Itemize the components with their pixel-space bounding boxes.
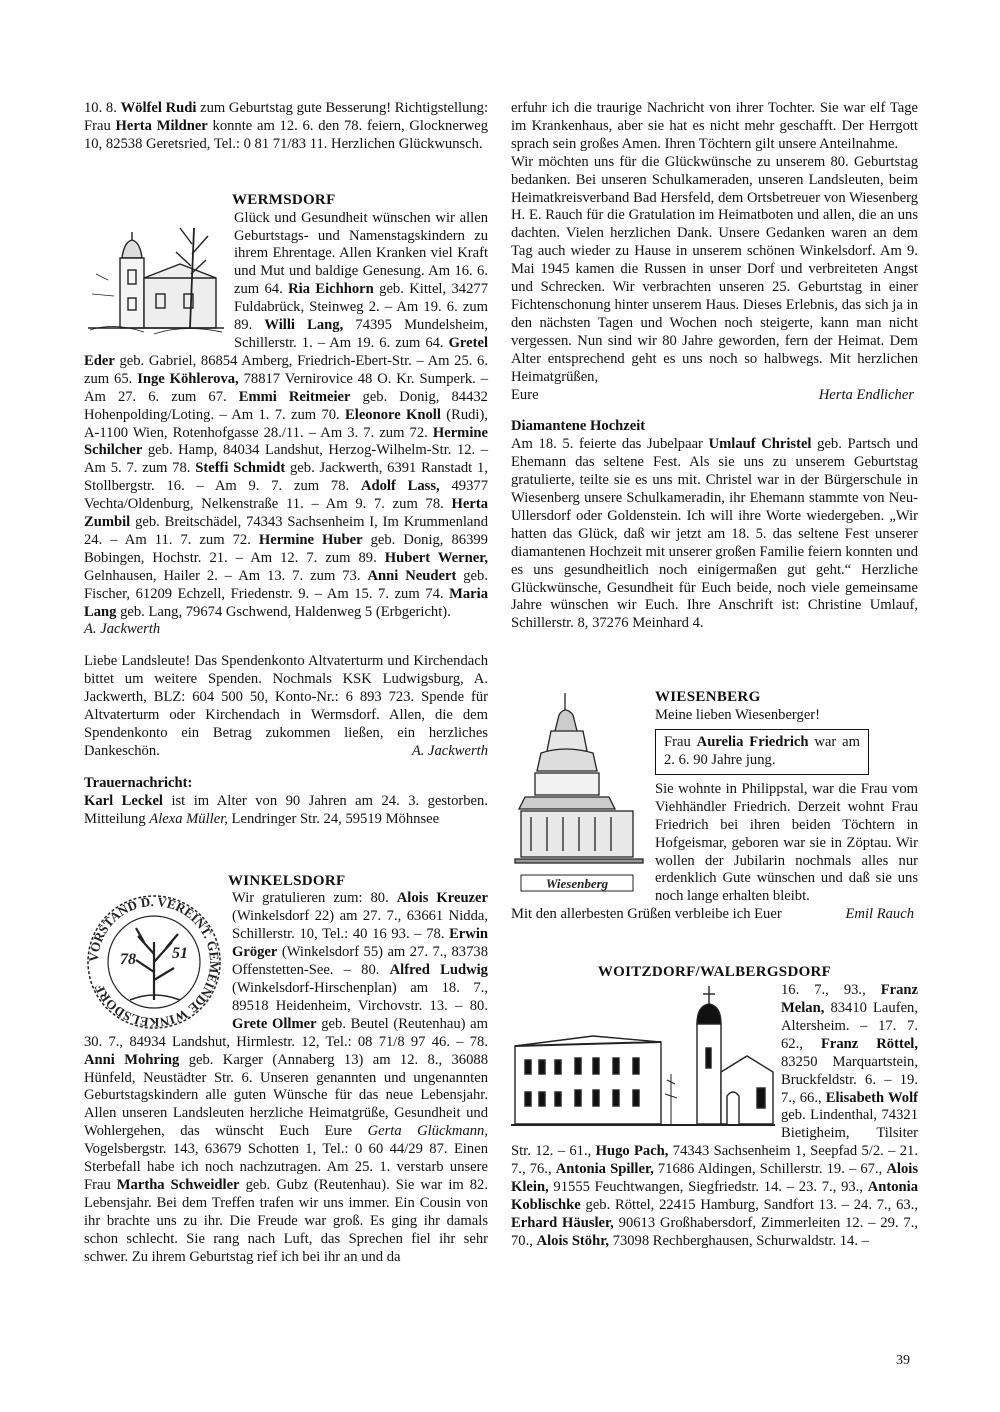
name-text: Antonia Spiller, bbox=[555, 1161, 654, 1178]
name-text: Gretel Eder bbox=[84, 334, 488, 369]
wolfel-paragraph bbox=[84, 100, 488, 154]
body-text: Lendringer Str. 24, 59519 Möhnsee bbox=[227, 810, 440, 827]
body-text: zum Geburtstag gute Besserung! Richtigstellung: Frau bbox=[84, 100, 489, 134]
diamantene-heading: Diamantene Hochzeit bbox=[511, 418, 646, 435]
name-text: Hubert Werner, bbox=[384, 549, 489, 566]
body-text: geb. Donig, 84432 Hohenpolding/Loting. – Am 1. 7. zum 70. bbox=[84, 388, 488, 423]
diamantene-body bbox=[511, 436, 918, 633]
name-text: Karl Leckel bbox=[84, 792, 163, 809]
wiesenberg-section bbox=[511, 689, 918, 924]
body-text: 91555 Feuchtwangen, Siegfriedstr. 14. – 23. 7., 93., bbox=[548, 1179, 868, 1196]
body-text: geb. Beutel (Reutenhau) am 30. 7., 84934 Landshut, Hirmlestr. 12, Tel.: 08 71/8 97 46. – 78. bbox=[84, 1015, 488, 1050]
name-text: Alois Stöhr, bbox=[536, 1232, 609, 1249]
community-seal bbox=[84, 892, 224, 1032]
trauer-heading: Trauernachricht: bbox=[84, 774, 193, 791]
wiesenberg-closing: Mit den allerbesten Grüßen verbleibe ich Euer bbox=[511, 906, 782, 923]
church-illustration bbox=[84, 214, 228, 342]
name-text: Martha Schweidler bbox=[116, 1176, 240, 1193]
body-text: 16. 7., 93., bbox=[781, 982, 881, 999]
name-text: Maria Lang bbox=[84, 585, 488, 620]
name-text: Alois Klein, bbox=[511, 1161, 918, 1196]
wiesenberg-greeting: Meine lieben Wiesenberger! bbox=[655, 707, 821, 724]
endlicher-closing: Eure bbox=[511, 386, 539, 403]
body-text: Gelnhausen, Hailer 2. – Am 13. 7. zum 73. bbox=[84, 567, 368, 584]
fountain-illustration bbox=[511, 691, 647, 893]
name-text: Anni Neudert bbox=[367, 567, 457, 584]
body-text: Am 16. 6. zum 64. bbox=[234, 263, 489, 298]
name-text: Alfred Ludwig bbox=[389, 962, 488, 979]
body-text: Glück und Gesundheit wünschen wir allen Geburtstags- und Namenstagskindern zu ihrem Ehrentage. Allen Kranken viel Kraft und Mut und baldige Genesung. bbox=[234, 209, 488, 280]
body-text: konnte am 12. 6. den 78. feiern, Glocknerweg 10, 82538 Geretsried, Tel.: 0 81 71/83 11. Herzlichen Glückwunsch. bbox=[84, 117, 489, 152]
body-text: geb. Gabriel, 86854 Amberg, Friedrich-Ebert-Str. – Am 25. 6. zum 65. bbox=[84, 352, 488, 387]
body-text: 49377 Vechta/Oldenburg, Nelkenstraße 11. – Am 9. 7. zum 78. bbox=[84, 478, 488, 513]
body-text: geb. Fischer, 61209 Echzell, Friedenstr. 9. – Am 15. 7. zum 74. bbox=[84, 567, 488, 602]
name-text: Erwin Gröger bbox=[232, 926, 488, 961]
endlicher-signature: Herta Endlicher bbox=[818, 386, 914, 403]
name-text: Franz Melan, bbox=[781, 982, 918, 1016]
body-text: geb. Jackwerth, 6391 Ranstadt 1, Stollbergstr. 16. – Am 9. 7. zum 78. bbox=[84, 460, 488, 495]
name-text: Willi Lang, bbox=[264, 317, 344, 334]
body-text: (Winkelsdorf 55) am 27. 7., 83738 Offenstetten-See. – 80. bbox=[232, 944, 488, 979]
trauer-body bbox=[84, 793, 488, 829]
name-text: Anni Mohring bbox=[84, 1051, 180, 1068]
wiesenberg-body: Sie wohnte in Philippstal, war die Frau vom Viehhändler Friedrich. Derzeit wohnt Frau Friedrich bei ihren beiden Töchtern in Hofgeismar, geboren war sie in Zöptau. Wir wollen der Jubilarin nochmals alles nur erdenklich Gute wünschen und daß sie uns noch lange erhalten bleibt. bbox=[655, 780, 918, 905]
body-text: geb. Breitschädel, 74343 Sachsenheim I, Im Krummenland 24. – Am 11. 7. zum 72. bbox=[84, 514, 488, 548]
landsleute-signature: A. Jackwerth bbox=[402, 743, 488, 761]
village-illustration bbox=[511, 984, 775, 1130]
body-text: geb. Hamp, 84034 Landshut, Herzog-Wilhelm-Str. 12. – Am 5. 7. zum 78. bbox=[84, 442, 488, 477]
name-text: Erhard Häusler, bbox=[511, 1214, 614, 1231]
body-text: Am 18. 5. feierte das Jubelpaar bbox=[511, 436, 709, 453]
seal-text: VORSTAND D. VEREINT. GEMEINDE WINKELSDORF bbox=[85, 894, 223, 1031]
name-text: Alois Kreuzer bbox=[396, 890, 488, 907]
name-text: Emmi Reitmeier bbox=[238, 388, 351, 405]
wiesenberg-closing-line bbox=[511, 906, 918, 924]
endlicher-paragraph-2: Wir möchten uns für die Glückwünsche zu unserem 80. Geburtstag bedanken. Bei unseren Schulkameraden, unseren Landsleuten, beim Heimatkreisverband Bad Hersfeld, dem Ortsbetreuer von Wiesenberg H. E. Rauch für die Gratulation im Heimatboten und allen, die an uns dachten. Vielen herzlichen Dank. Unsere Gedanken waren an dem Tag auch wieder zu Hause in unserem schönen Winkelsdorf. Am 9. Mai 1945 kamen die Russen in unser Dorf und verbreiteten Angst und Schrecken. Wir verbrachten unseren 25. Geburtstag in einer Fichtenschonung hinter unserem Haus. Dieses Erlebnis, das sich ja in den nächsten Tagen und Wochen noch steigerte, kann man nicht vergessen. Nun sind wir 80 Jahre geworden, fern der Heimat. Dem Alter entsprechend geht es uns noch so halbwegs. Mit herzlichen Heimatgrüßen, bbox=[511, 153, 918, 385]
body-text: ist im Alter von 90 Jahren am 24. 3. gestorben. Mitteilung bbox=[84, 792, 488, 827]
name-text: Hermine Huber bbox=[258, 531, 363, 548]
landsleute-paragraph: Liebe Landsleute! Das Spendenkonto Altvaterturm und Kirchendach bittet um weitere Spenden. Nochmals KSK Ludwigsburg, A. Jackwerth, BLZ: 604 500 50, Konto-Nr.: 6 893 723. Spende für Altvaterturm oder Kirchendach in Wermsdorf. Allen, die dem Spendenkonto ein Betrag zukommen ließen, ein herzliches Dankeschön. bbox=[84, 653, 488, 759]
body-text: Frau bbox=[664, 734, 697, 751]
body-text: 74343 Sachsenheim 1, Seepfad 5/2. – 21. 7., 76., bbox=[511, 1143, 918, 1178]
name-text: Eleonore Knoll bbox=[345, 406, 441, 423]
winkelsdorf-heading: WINKELSDORF bbox=[228, 872, 346, 889]
right-column bbox=[511, 100, 918, 1251]
name-text: Inge Köhlerova, bbox=[137, 370, 239, 387]
body-text: 73098 Rechberghausen, Schurwaldstr. 14. – bbox=[609, 1232, 869, 1249]
name-text: Steffi Schmidt bbox=[195, 460, 286, 477]
body-text: (Rudi), A-1100 Wien, Rotenhofgasse 28./11. – Am 3. 7. zum 72. bbox=[84, 406, 488, 441]
winkelsdorf-section bbox=[84, 890, 488, 1266]
name-text: Antonia Koblischke bbox=[511, 1179, 918, 1213]
endlicher-signature-line bbox=[511, 387, 918, 405]
woitzdorf-heading: WOITZDORF/WALBERGSDORF bbox=[597, 964, 832, 981]
name-text: Herta Zumbil bbox=[84, 496, 488, 531]
body-text: geb. Partsch und Ehemann das seltene Fest. Als sie uns zu unserem Geburtstag gratulierte, teilte sie es uns mit. Christel war in der Bürgerschule in Wiesenberg unsere Schulkameradin, ihr Ehemann stammte von Neu-Ullersdorf oder Goldenstein. Ich will ihre Worte wiedergeben. „Wir hatten das Glück, daß wir jetzt am 18. 5. das seltene Fest unserer diamantenen Hochzeit mit unserer großen Familie feiern konnten und es uns gesundheitlich noch einigermaßen gut geht.“ Herzliche Glückwünsche, Gesundheit für Euch beide, noch viele gemeinsame Jahre wünschen wir Euch. Ihre Anschrift ist: Christine Umlauf, Schillerstr. 8, 37276 Meinhard 4. bbox=[511, 436, 918, 632]
woitzdorf-section bbox=[511, 982, 918, 1251]
body-text: geb. Röttel, 22415 Hamburg, Sandfort 13. – 24. 7., 63., bbox=[580, 1196, 918, 1213]
birthday-notice-box bbox=[655, 729, 869, 775]
body-text: 83250 Marquartstein, Bruckfeldstr. 6. – 19. 7., 66., bbox=[781, 1053, 918, 1106]
birthday-notice-text bbox=[664, 734, 860, 768]
name-text: Grete Ollmer bbox=[232, 1015, 317, 1032]
wermsdorf-section bbox=[84, 210, 488, 640]
wermsdorf-signature: A. Jackwerth bbox=[84, 621, 161, 638]
body-text: 90613 Großhabersdorf, Zimmerleiten 12. – 29. 7., 70., bbox=[511, 1214, 918, 1249]
name-text: Franz Röttel, bbox=[820, 1035, 918, 1052]
name-text: Hermine Schilcher bbox=[84, 424, 488, 459]
body-text: Vogelsbergstr. 143, 63679 Schotten 1, Tel.: 0 60 44/29 87. Einen Sterbefall habe ich noch nachzutragen. Am 25. 1. verstarb unsere Frau bbox=[84, 1141, 488, 1193]
name-text: Herta Mildner bbox=[115, 117, 208, 134]
body-text: geb. Donig, 86399 Bobingen, Hochstr. 21. – Am 12. 7. zum 89. bbox=[84, 531, 488, 566]
body-text: 10. 8. bbox=[84, 100, 121, 116]
name-text: Umlauf Christel bbox=[708, 436, 812, 453]
name-text: Aurelia Friedrich bbox=[696, 734, 809, 751]
page-number: 39 bbox=[896, 1353, 910, 1368]
name-text: Hugo Pach, bbox=[595, 1143, 669, 1160]
body-text: 71686 Aldingen, Schillerstr. 19. – 67., bbox=[653, 1161, 887, 1178]
wermsdorf-heading: WERMSDORF bbox=[232, 191, 336, 208]
name-text: Adolf Lass, bbox=[360, 478, 440, 495]
left-column bbox=[84, 100, 488, 1266]
body-text: Wir gratulieren zum: 80. bbox=[232, 890, 397, 907]
name-text: Elisabeth Wolf bbox=[825, 1089, 919, 1106]
name-text: Ria Eichhorn bbox=[288, 281, 374, 298]
body-text: (Winkelsdorf 22) am 27. 7., 63661 Nidda, Schillerstr. 10, Tel.: 40 16 93. – 78. bbox=[232, 908, 488, 943]
body-text: geb. Gubz (Reutenhau). Sie war im 82. Lebensjahr. Bei dem Treffen trafen wir uns immer. Ein Cousin von ihr brachte uns zu ihr. Die Freude war groß. Es ging ihr damals schon schlecht. Sie rang nach Luft, das Sprechen fiel ihr sehr schwer. Zu ihrem Geburtstag rief ich bei ihr an und da bbox=[84, 1176, 488, 1265]
wiesenberg-heading: WIESENBERG bbox=[655, 689, 761, 706]
body-text: geb. Lindenthal, 74321 Bietigheim, Tilsiter Str. 12. – 61., bbox=[511, 1107, 918, 1160]
wiesenberg-signature: Emil Rauch bbox=[845, 906, 914, 923]
name-text: Wölfel Rudi bbox=[120, 100, 197, 116]
body-text: 74395 Mundelsheim, Schillerstr. 1. – Am 19. 6. zum 64. bbox=[234, 317, 488, 351]
fountain-label: Wiesenberg bbox=[545, 876, 609, 892]
body-text: (Winkelsdorf-Hirschenplan) am 18. 7., 89518 Heidenheim, Virchovstr. 13. – 80. bbox=[232, 979, 488, 1014]
body-text: geb. Lang, 79674 Gschwend, Haldenweg 5 (Erbgericht). bbox=[116, 603, 451, 620]
body-text: geb. Karger (Annaberg 13) am 12. 8., 36088 Hünfeld, Neustädter Str. 6. Unseren genannten und ungenannten Geburtstagskindern alle guten Wünsche für das neue Lebensjahr. Allen unseren Landsleuten herzliche Heimatgrüße, Gesundheit und Wohlergehen, das wünscht Euch Eure bbox=[84, 1051, 488, 1140]
body-text: war am 2. 6. 90 Jahre jung. bbox=[664, 734, 860, 768]
seal-number-left: 78 bbox=[120, 951, 136, 969]
body-text: 83410 Laufen, Altersheim. – 17. 7. 62., bbox=[781, 999, 918, 1052]
endlicher-paragraph-1: erfuhr ich die traurige Nachricht von ihrer Tochter. Sie war elf Tage im Krankenhaus, aber sie hat es nicht mehr geschafft. Der Herrgott sprach sein großes Amen. Ihren Töchtern gilt unsere Anteilnahme. bbox=[511, 100, 918, 152]
italic-text: Gerta Glückmann, bbox=[367, 1123, 488, 1140]
body-text: geb. Kittel, 34277 Fuldabrück, Steinweg 2. – Am 19. 6. zum 89. bbox=[234, 281, 488, 334]
seal-number-right: 51 bbox=[172, 945, 188, 963]
italic-text: Alexa Müller, bbox=[149, 810, 228, 827]
body-text: 78817 Vernirovice 48 O. Kr. Sumperk. – Am 27. 6. zum 67. bbox=[84, 370, 488, 405]
